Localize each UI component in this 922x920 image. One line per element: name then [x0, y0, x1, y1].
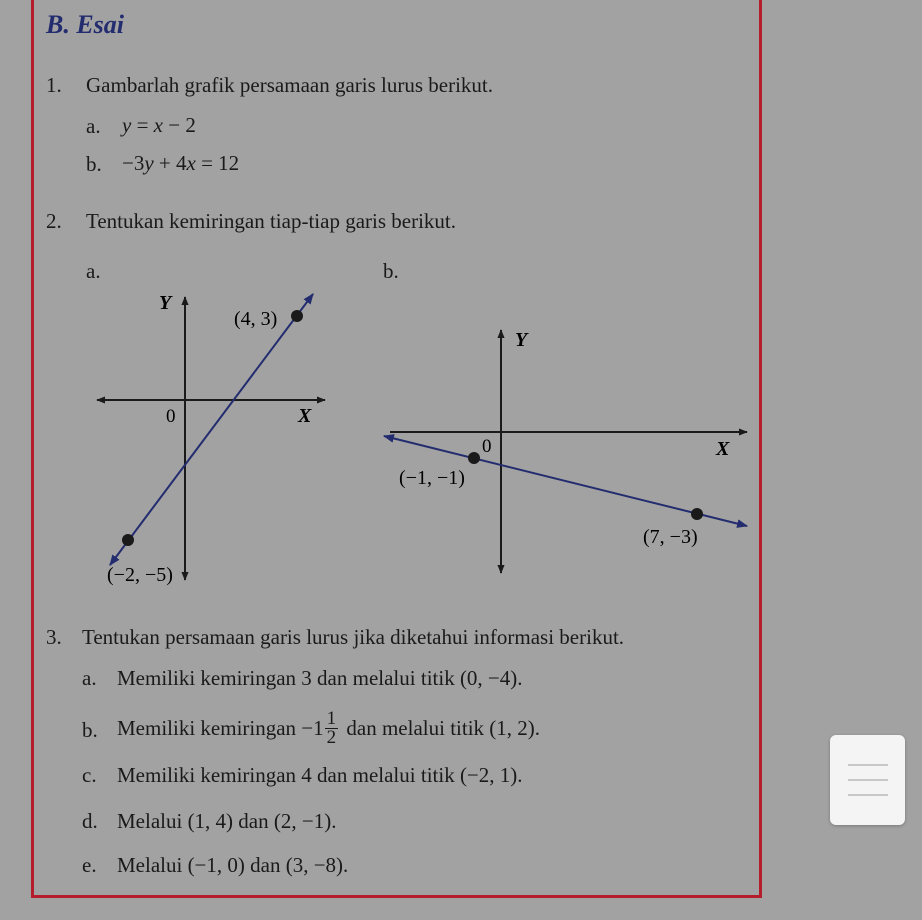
graph-b-y-label: Y — [515, 329, 528, 351]
graph-a-point2 — [122, 534, 134, 546]
q3e-label: e. — [82, 853, 97, 877]
q3b-text: Memiliki kemiringan −1 $\frac{1}{2}$ dan melalui titik (1, 2). — [117, 707, 541, 748]
q1a-equation: y = x − 2 — [122, 113, 196, 137]
q1-number: 1. — [46, 73, 62, 97]
graph-b-origin-label: 0 — [482, 436, 492, 457]
q3e-text: Melalui (−1, 0) dan (3, −8). — [117, 853, 349, 877]
q1a-label: a. — [86, 114, 101, 138]
graph-a-point1 — [291, 310, 303, 322]
q2-number: 2. — [46, 209, 62, 233]
q2-text: Tentukan kemiringan tiap-tiap garis berikut. — [86, 209, 457, 233]
q2a-label: a. — [86, 259, 101, 283]
graph-b-point2 — [691, 508, 703, 520]
graph-a-x-label: X — [298, 405, 312, 427]
q3d-text: Melalui (1, 4) dan (2, −1). — [117, 809, 337, 833]
q3a-label: a. — [82, 666, 97, 690]
q1b-equation: −3y + 4x = 12 — [122, 151, 240, 175]
graph-b-point1-label: (−1, −1) — [399, 467, 465, 489]
q3b-label: b. — [82, 718, 98, 742]
graph-b-point1 — [468, 452, 480, 464]
q3c-label: c. — [82, 763, 97, 787]
q3d-label: d. — [82, 809, 98, 833]
section-title: B. Esai — [46, 10, 125, 39]
q3c-text: Memiliki kemiringan 4 dan melalui titik (−2, 1). — [117, 763, 523, 787]
graph-a-line — [110, 294, 313, 565]
graph-a-origin-label: 0 — [166, 406, 176, 427]
graph-a-point1-label: (4, 3) — [234, 308, 278, 330]
q3b-fraction: $\frac{1}{2}$ — [326, 707, 337, 748]
graph-a-point2-label: (−2, −5) — [107, 564, 173, 586]
q1-text: Gambarlah grafik persamaan garis lurus berikut. — [86, 73, 494, 97]
graph-b-x-label: X — [716, 438, 730, 460]
graph-b-point2-label: (7, −3) — [643, 526, 698, 548]
graph-a-y-label: Y — [159, 292, 172, 314]
q3-number: 3. — [46, 625, 62, 649]
q3-text: Tentukan persamaan garis lurus jika diketahui informasi berikut. — [82, 625, 625, 649]
q3a-text: Memiliki kemiringan 3 dan melalui titik (0, −4). — [117, 666, 523, 690]
q1b-label: b. — [86, 152, 102, 176]
menu-button[interactable] — [830, 735, 905, 825]
q2b-label: b. — [383, 259, 399, 283]
